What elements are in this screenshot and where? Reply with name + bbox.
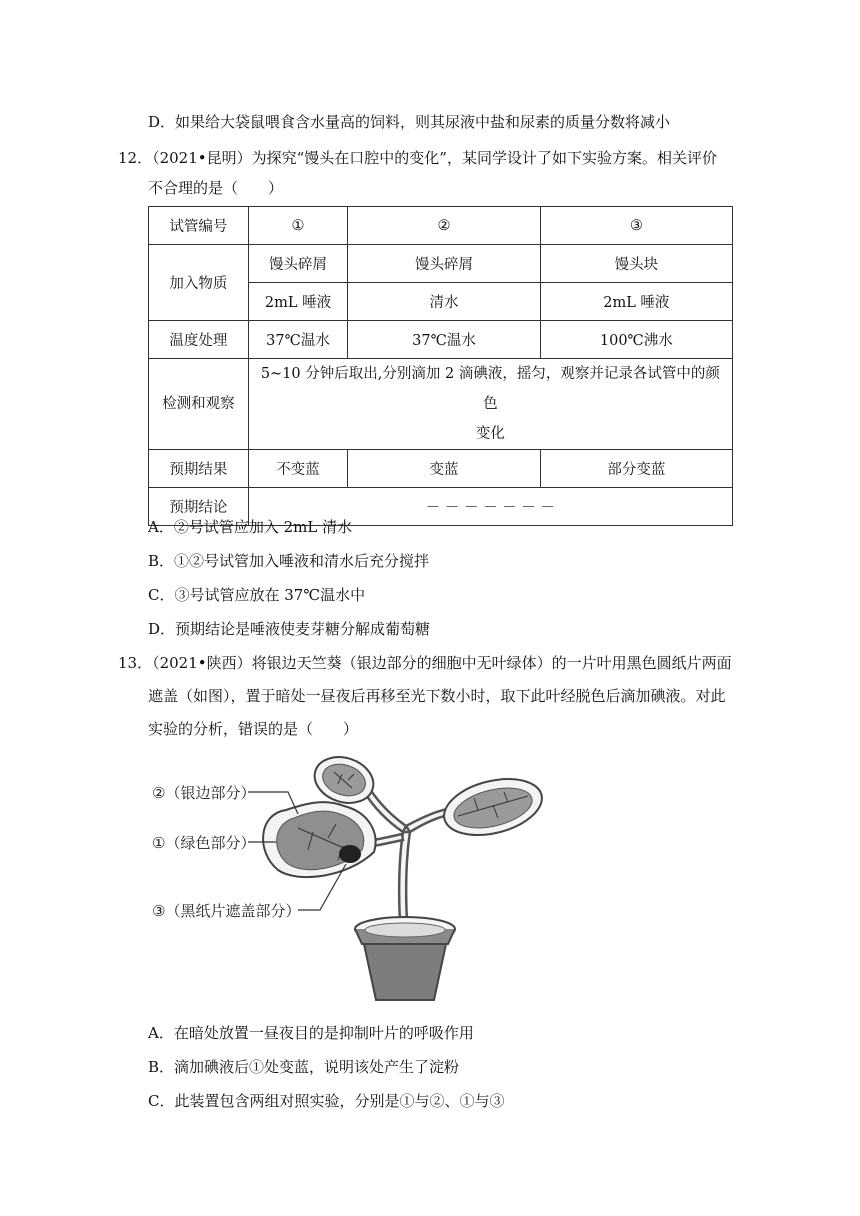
cell-header-tube-2: ② <box>348 207 540 245</box>
cell-result-tube-1: 不变蓝 <box>248 450 348 488</box>
q13-option-b: B．滴加碘液后①处变蓝，说明该处产生了淀粉 <box>148 1058 460 1076</box>
cell-add-2-tube-3: 2mL 唾液 <box>540 283 732 321</box>
cell-add-1-tube-1: 馒头碎屑 <box>248 245 348 283</box>
cell-temp-label: 温度处理 <box>149 321 249 359</box>
q12-option-c: C．③号试管应放在 37℃温水中 <box>148 586 366 604</box>
cell-add-2-tube-1: 2mL 唾液 <box>248 283 348 321</box>
cell-add-1-tube-3: 馒头块 <box>540 245 732 283</box>
cell-temp-tube-3: 100℃沸水 <box>540 321 732 359</box>
cell-add-label: 加入物质 <box>149 245 249 321</box>
label-silver-edge: ②（银边部分） <box>152 784 256 802</box>
q11-option-d: D．如果给大袋鼠喂食含水量高的饲料，则其尿液中盐和尿素的质量分数将减小 <box>148 113 671 131</box>
q13-option-a: A．在暗处放置一昼夜目的是抑制叶片的呼吸作用 <box>148 1024 474 1042</box>
table-row-header <box>149 207 733 245</box>
cell-detect-label: 检测和观察 <box>149 359 249 450</box>
cell-result-tube-3: 部分变蓝 <box>540 450 732 488</box>
detect-text-line-1: 5~10 分钟后取出,分别滴加 2 滴碘液，摇匀，观察并记录各试管中的颜色 <box>260 366 720 412</box>
q12-option-a: A．②号试管应加入 2mL 清水 <box>148 518 353 536</box>
detect-text-line-2: 变化 <box>475 426 505 442</box>
table-row-result <box>149 450 733 488</box>
q12-option-b: B．①②号试管加入唾液和清水后充分搅拌 <box>148 552 430 570</box>
cell-conclusion-label: 预期结论 <box>149 488 249 526</box>
cell-add-1-tube-2: 馒头碎屑 <box>348 245 540 283</box>
cell-add-2-tube-2: 清水 <box>348 283 540 321</box>
cell-result-label: 预期结果 <box>149 450 249 488</box>
label-green-part: ①（绿色部分） <box>152 834 256 852</box>
left-leaf <box>263 802 375 877</box>
cell-header-tube-1: ① <box>248 207 348 245</box>
cell-conclusion-value: － － － － － － － <box>248 488 732 526</box>
q12-stem-line-1: 12．（2021•昆明）为探究“馒头在口腔中的变化”，某同学设计了如下实验方案。相关评价 <box>118 149 717 167</box>
table-row-temp <box>149 321 733 359</box>
cell-result-tube-2: 变蓝 <box>348 450 540 488</box>
geranium-plant-figure <box>148 752 568 1004</box>
q13-stem-line-2: 遮盖（如图），置于暗处一昼夜后再移至光下数小时，取下此叶经脱色后滴加碘液。对此 <box>148 687 726 705</box>
q12-stem-line-2: 不合理的是（ ） <box>148 179 284 197</box>
table-row-add-1 <box>149 245 733 283</box>
q13-stem-line-3: 实验的分析，错误的是（ ） <box>148 720 359 738</box>
cell-temp-tube-2: 37℃温水 <box>348 321 540 359</box>
table-row-detect <box>149 359 733 450</box>
cell-header-label: 试管编号 <box>149 207 249 245</box>
right-leaf <box>438 770 548 845</box>
flower-pot <box>355 917 455 1000</box>
q12-option-d: D．预期结论是唾液使麦芽糖分解成葡萄糖 <box>148 620 431 638</box>
cell-temp-tube-1: 37℃温水 <box>248 321 348 359</box>
cell-header-tube-3: ③ <box>540 207 732 245</box>
experiment-table <box>148 206 733 526</box>
q13-option-c: C．此装置包含两组对照实验，分别是①与②、①与③ <box>148 1092 505 1110</box>
cell-detect-text <box>248 359 732 450</box>
label-covered-part: ③（黑纸片遮盖部分） <box>152 902 301 920</box>
black-paper-disk <box>339 845 361 863</box>
q13-stem-line-1: 13．（2021•陕西）将银边天竺葵（银边部分的细胞中无叶绿体）的一片叶用黑色圆纸片两面 <box>118 654 732 672</box>
